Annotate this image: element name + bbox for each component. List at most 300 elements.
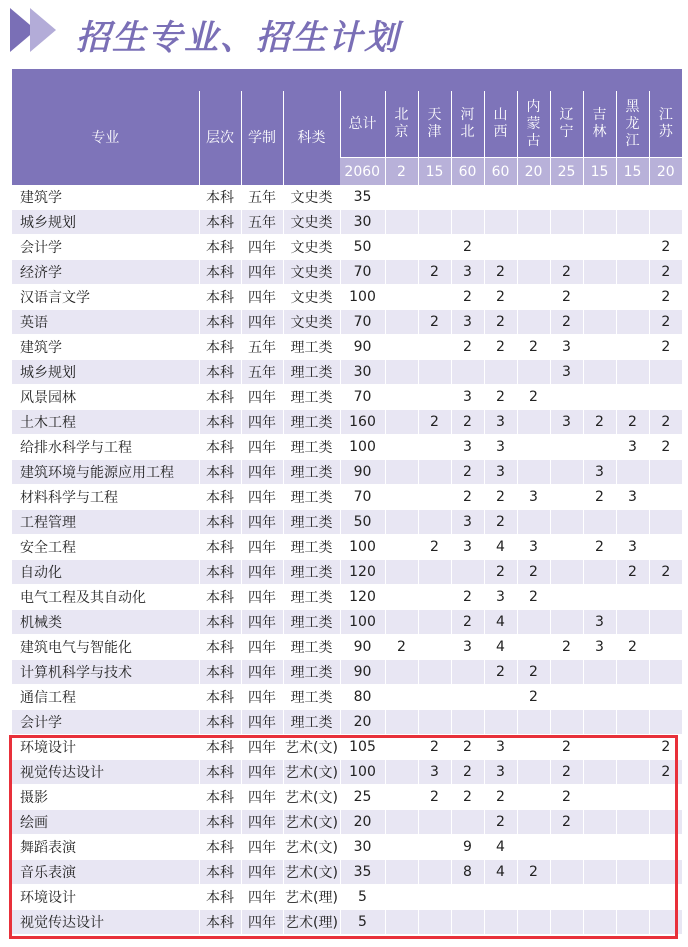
cell-province-quota: 2 <box>484 335 517 360</box>
cell-major: 材料科学与工程 <box>12 485 199 510</box>
cell-province-quota <box>484 885 517 910</box>
cell-major: 安全工程 <box>12 535 199 560</box>
cell-category: 文史类 <box>283 235 340 260</box>
cell-province-quota: 2 <box>484 310 517 335</box>
cell-province-quota: 8 <box>451 860 484 885</box>
cell-duration: 四年 <box>241 785 283 810</box>
cell-major: 绘画 <box>12 810 199 835</box>
cell-category: 理工类 <box>283 485 340 510</box>
cell-duration: 四年 <box>241 510 283 535</box>
cell-level: 本科 <box>199 485 241 510</box>
cell-province-quota <box>451 810 484 835</box>
cell-major: 视觉传达设计 <box>12 910 199 935</box>
cell-province-quota <box>385 485 418 510</box>
table-row <box>12 235 682 260</box>
cell-province-quota <box>550 885 583 910</box>
col-province <box>484 91 517 158</box>
cell-province-quota <box>517 360 550 385</box>
cell-province-quota <box>484 710 517 735</box>
cell-province-quota <box>418 385 451 410</box>
cell-total: 70 <box>340 385 385 410</box>
cell-province-quota <box>550 385 583 410</box>
province-total: 25 <box>550 158 583 186</box>
double-chevron-icon <box>10 8 72 52</box>
province-total: 15 <box>418 158 451 186</box>
cell-province-quota: 4 <box>484 635 517 660</box>
table-body <box>12 185 682 935</box>
cell-total: 30 <box>340 360 385 385</box>
cell-major: 经济学 <box>12 260 199 285</box>
col-total: 总计 <box>340 91 385 158</box>
col-province <box>649 91 682 158</box>
cell-major: 电气工程及其自动化 <box>12 585 199 610</box>
cell-province-quota <box>550 510 583 535</box>
cell-total: 35 <box>340 185 385 210</box>
cell-province-quota <box>517 835 550 860</box>
cell-province-quota <box>649 385 682 410</box>
cell-province-quota: 2 <box>616 410 649 435</box>
province-total: 15 <box>583 158 616 186</box>
cell-province-quota <box>451 685 484 710</box>
cell-category: 文史类 <box>283 310 340 335</box>
cell-province-quota <box>616 385 649 410</box>
cell-level: 本科 <box>199 710 241 735</box>
cell-province-quota <box>550 660 583 685</box>
cell-province-quota <box>649 885 682 910</box>
table-row <box>12 735 682 760</box>
cell-province-quota <box>649 660 682 685</box>
cell-total: 50 <box>340 510 385 535</box>
cell-province-quota <box>517 810 550 835</box>
cell-total: 50 <box>340 235 385 260</box>
cell-category: 文史类 <box>283 260 340 285</box>
cell-province-quota <box>517 260 550 285</box>
cell-province-quota <box>583 310 616 335</box>
cell-province-quota <box>550 485 583 510</box>
cell-level: 本科 <box>199 385 241 410</box>
cell-province-quota <box>550 435 583 460</box>
cell-province-quota <box>649 710 682 735</box>
cell-province-quota <box>517 610 550 635</box>
cell-category: 艺术(理) <box>283 910 340 935</box>
province-label: 山西 <box>493 107 508 140</box>
cell-province-quota <box>583 510 616 535</box>
cell-province-quota <box>616 860 649 885</box>
cell-province-quota: 3 <box>484 460 517 485</box>
cell-province-quota <box>418 910 451 935</box>
cell-level: 本科 <box>199 810 241 835</box>
cell-province-quota <box>484 910 517 935</box>
cell-province-quota: 2 <box>550 785 583 810</box>
cell-province-quota <box>583 760 616 785</box>
cell-province-quota <box>451 210 484 235</box>
cell-province-quota <box>418 185 451 210</box>
province-total: 20 <box>649 158 682 186</box>
cell-province-quota: 2 <box>451 285 484 310</box>
cell-duration: 四年 <box>241 460 283 485</box>
province-total: 2 <box>385 158 418 186</box>
cell-duration: 四年 <box>241 685 283 710</box>
cell-province-quota: 2 <box>616 560 649 585</box>
cell-major: 计算机科学与技术 <box>12 660 199 685</box>
enrollment-plan-table <box>12 69 682 935</box>
cell-province-quota <box>418 335 451 360</box>
cell-province-quota <box>385 735 418 760</box>
cell-province-quota: 2 <box>649 235 682 260</box>
cell-category: 艺术(理) <box>283 885 340 910</box>
cell-province-quota <box>517 185 550 210</box>
cell-province-quota <box>517 735 550 760</box>
cell-province-quota <box>616 785 649 810</box>
cell-duration: 四年 <box>241 885 283 910</box>
cell-province-quota <box>616 260 649 285</box>
cell-province-quota: 2 <box>649 285 682 310</box>
cell-duration: 四年 <box>241 385 283 410</box>
cell-province-quota: 2 <box>451 735 484 760</box>
cell-province-quota <box>616 885 649 910</box>
cell-province-quota <box>418 810 451 835</box>
cell-province-quota: 2 <box>649 310 682 335</box>
table-row <box>12 585 682 610</box>
cell-level: 本科 <box>199 260 241 285</box>
cell-province-quota: 3 <box>451 310 484 335</box>
cell-province-quota <box>583 685 616 710</box>
cell-province-quota <box>583 735 616 760</box>
cell-province-quota: 2 <box>451 335 484 360</box>
cell-province-quota <box>550 610 583 635</box>
cell-category: 理工类 <box>283 385 340 410</box>
cell-major: 英语 <box>12 310 199 335</box>
cell-total: 30 <box>340 835 385 860</box>
table-row <box>12 385 682 410</box>
cell-province-quota: 2 <box>517 685 550 710</box>
cell-province-quota <box>583 335 616 360</box>
cell-duration: 四年 <box>241 485 283 510</box>
cell-province-quota: 2 <box>517 860 550 885</box>
cell-province-quota <box>583 585 616 610</box>
cell-province-quota: 3 <box>517 535 550 560</box>
cell-total: 160 <box>340 410 385 435</box>
col-category: 科类 <box>283 91 340 185</box>
cell-province-quota <box>583 910 616 935</box>
cell-category: 理工类 <box>283 435 340 460</box>
cell-province-quota <box>616 810 649 835</box>
cell-major: 通信工程 <box>12 685 199 710</box>
cell-province-quota: 2 <box>484 560 517 585</box>
cell-total: 70 <box>340 310 385 335</box>
page-title: 招生专业、招生计划 <box>76 18 400 58</box>
col-duration: 学制 <box>241 91 283 185</box>
cell-province-quota <box>517 760 550 785</box>
cell-province-quota: 2 <box>550 310 583 335</box>
cell-province-quota: 2 <box>484 385 517 410</box>
cell-province-quota <box>385 185 418 210</box>
cell-duration: 四年 <box>241 735 283 760</box>
cell-province-quota: 2 <box>418 535 451 560</box>
cell-province-quota: 2 <box>484 510 517 535</box>
cell-province-quota: 2 <box>517 660 550 685</box>
cell-province-quota <box>418 610 451 635</box>
cell-province-quota <box>385 310 418 335</box>
cell-province-quota: 2 <box>649 260 682 285</box>
cell-province-quota <box>649 910 682 935</box>
cell-province-quota <box>385 360 418 385</box>
cell-category: 理工类 <box>283 360 340 385</box>
cell-duration: 四年 <box>241 760 283 785</box>
cell-province-quota: 2 <box>550 635 583 660</box>
cell-category: 理工类 <box>283 585 340 610</box>
cell-province-quota <box>583 185 616 210</box>
cell-province-quota: 2 <box>550 260 583 285</box>
province-label: 天津 <box>427 107 442 140</box>
cell-province-quota <box>583 210 616 235</box>
cell-province-quota <box>418 685 451 710</box>
cell-province-quota <box>517 235 550 260</box>
cell-duration: 四年 <box>241 310 283 335</box>
cell-province-quota: 2 <box>517 585 550 610</box>
cell-level: 本科 <box>199 510 241 535</box>
cell-province-quota <box>550 185 583 210</box>
header-top-bar <box>12 69 682 91</box>
cell-duration: 四年 <box>241 435 283 460</box>
col-province <box>385 91 418 158</box>
cell-province-quota <box>385 410 418 435</box>
cell-major: 建筑电气与智能化 <box>12 635 199 660</box>
cell-province-quota <box>385 785 418 810</box>
cell-total: 100 <box>340 435 385 460</box>
cell-level: 本科 <box>199 685 241 710</box>
cell-province-quota <box>385 610 418 635</box>
cell-province-quota <box>649 685 682 710</box>
cell-province-quota <box>385 210 418 235</box>
cell-province-quota <box>616 185 649 210</box>
cell-province-quota: 3 <box>451 535 484 560</box>
cell-province-quota: 3 <box>484 435 517 460</box>
cell-province-quota <box>649 185 682 210</box>
cell-province-quota: 2 <box>418 410 451 435</box>
cell-province-quota <box>517 510 550 535</box>
cell-category: 理工类 <box>283 685 340 710</box>
table-row <box>12 635 682 660</box>
cell-province-quota <box>649 585 682 610</box>
cell-major: 风景园林 <box>12 385 199 410</box>
cell-duration: 四年 <box>241 635 283 660</box>
cell-level: 本科 <box>199 860 241 885</box>
table-row <box>12 285 682 310</box>
cell-major: 建筑学 <box>12 185 199 210</box>
cell-total: 70 <box>340 260 385 285</box>
col-province <box>616 91 649 158</box>
province-label: 江苏 <box>658 107 673 140</box>
cell-province-quota: 2 <box>550 285 583 310</box>
table-row <box>12 410 682 435</box>
cell-province-quota <box>418 710 451 735</box>
cell-duration: 五年 <box>241 185 283 210</box>
cell-level: 本科 <box>199 185 241 210</box>
province-label: 河北 <box>460 107 475 140</box>
cell-province-quota <box>649 860 682 885</box>
cell-duration: 四年 <box>241 260 283 285</box>
cell-province-quota <box>484 685 517 710</box>
cell-province-quota: 2 <box>451 785 484 810</box>
table-row <box>12 535 682 560</box>
cell-province-quota <box>550 835 583 860</box>
cell-duration: 四年 <box>241 560 283 585</box>
cell-province-quota <box>616 710 649 735</box>
cell-duration: 四年 <box>241 835 283 860</box>
cell-province-quota: 2 <box>484 810 517 835</box>
cell-duration: 五年 <box>241 335 283 360</box>
cell-province-quota <box>649 635 682 660</box>
cell-province-quota <box>517 460 550 485</box>
cell-duration: 四年 <box>241 910 283 935</box>
cell-province-quota <box>418 360 451 385</box>
cell-province-quota: 2 <box>484 785 517 810</box>
cell-province-quota <box>583 660 616 685</box>
cell-province-quota <box>550 210 583 235</box>
cell-level: 本科 <box>199 910 241 935</box>
cell-province-quota: 3 <box>616 435 649 460</box>
cell-province-quota <box>583 785 616 810</box>
cell-province-quota: 2 <box>484 260 517 285</box>
cell-province-quota <box>385 685 418 710</box>
cell-province-quota: 3 <box>583 460 616 485</box>
cell-province-quota <box>451 360 484 385</box>
cell-province-quota <box>649 510 682 535</box>
cell-province-quota <box>616 460 649 485</box>
cell-province-quota <box>418 235 451 260</box>
table-row <box>12 910 682 935</box>
cell-major: 土木工程 <box>12 410 199 435</box>
cell-province-quota <box>616 210 649 235</box>
cell-province-quota <box>583 860 616 885</box>
province-label: 内蒙古 <box>526 98 541 149</box>
cell-total: 90 <box>340 635 385 660</box>
cell-province-quota <box>385 885 418 910</box>
cell-level: 本科 <box>199 585 241 610</box>
cell-province-quota <box>517 785 550 810</box>
cell-province-quota <box>418 885 451 910</box>
cell-total: 20 <box>340 710 385 735</box>
cell-province-quota <box>517 210 550 235</box>
cell-province-quota <box>583 560 616 585</box>
cell-province-quota <box>583 360 616 385</box>
cell-province-quota: 2 <box>550 735 583 760</box>
cell-total: 90 <box>340 335 385 360</box>
cell-major: 视觉传达设计 <box>12 760 199 785</box>
cell-province-quota <box>616 285 649 310</box>
cell-category: 艺术(文) <box>283 785 340 810</box>
cell-category: 艺术(文) <box>283 860 340 885</box>
cell-province-quota: 2 <box>484 285 517 310</box>
cell-province-quota: 2 <box>583 485 616 510</box>
cell-level: 本科 <box>199 435 241 460</box>
cell-province-quota: 3 <box>517 485 550 510</box>
cell-province-quota <box>517 435 550 460</box>
cell-province-quota <box>550 710 583 735</box>
cell-province-quota <box>484 210 517 235</box>
cell-province-quota: 2 <box>418 260 451 285</box>
cell-province-quota <box>583 385 616 410</box>
table-row <box>12 610 682 635</box>
province-label: 黑龙江 <box>625 98 640 149</box>
cell-total: 5 <box>340 910 385 935</box>
cell-category: 艺术(文) <box>283 760 340 785</box>
cell-province-quota: 4 <box>484 860 517 885</box>
cell-province-quota: 3 <box>451 635 484 660</box>
table-row <box>12 460 682 485</box>
cell-duration: 四年 <box>241 585 283 610</box>
cell-category: 理工类 <box>283 460 340 485</box>
cell-province-quota: 3 <box>418 760 451 785</box>
cell-province-quota <box>616 735 649 760</box>
cell-level: 本科 <box>199 885 241 910</box>
cell-total: 25 <box>340 785 385 810</box>
cell-total: 30 <box>340 210 385 235</box>
cell-province-quota <box>451 710 484 735</box>
cell-province-quota <box>583 435 616 460</box>
table-row <box>12 210 682 235</box>
cell-duration: 四年 <box>241 660 283 685</box>
cell-province-quota <box>583 285 616 310</box>
cell-province-quota <box>418 835 451 860</box>
cell-major: 城乡规划 <box>12 210 199 235</box>
cell-province-quota <box>583 260 616 285</box>
cell-level: 本科 <box>199 310 241 335</box>
cell-total: 100 <box>340 285 385 310</box>
cell-province-quota: 3 <box>550 360 583 385</box>
cell-category: 艺术(文) <box>283 735 340 760</box>
cell-province-quota <box>583 885 616 910</box>
table-row <box>12 860 682 885</box>
cell-province-quota: 3 <box>583 635 616 660</box>
cell-province-quota <box>649 785 682 810</box>
cell-province-quota: 2 <box>583 410 616 435</box>
table-row <box>12 260 682 285</box>
cell-province-quota <box>616 310 649 335</box>
cell-province-quota: 3 <box>451 385 484 410</box>
cell-province-quota: 2 <box>616 635 649 660</box>
cell-province-quota <box>649 835 682 860</box>
cell-province-quota: 2 <box>451 585 484 610</box>
cell-major: 汉语言文学 <box>12 285 199 310</box>
cell-province-quota <box>385 435 418 460</box>
cell-province-quota: 3 <box>484 410 517 435</box>
cell-province-quota: 9 <box>451 835 484 860</box>
cell-province-quota: 2 <box>517 385 550 410</box>
cell-province-quota: 2 <box>484 485 517 510</box>
cell-province-quota <box>418 560 451 585</box>
cell-total: 5 <box>340 885 385 910</box>
cell-province-quota <box>616 760 649 785</box>
cell-level: 本科 <box>199 335 241 360</box>
cell-province-quota: 2 <box>517 335 550 360</box>
cell-province-quota <box>385 385 418 410</box>
cell-category: 理工类 <box>283 335 340 360</box>
cell-major: 工程管理 <box>12 510 199 535</box>
cell-province-quota: 2 <box>649 335 682 360</box>
cell-duration: 四年 <box>241 535 283 560</box>
cell-total: 90 <box>340 660 385 685</box>
cell-province-quota: 2 <box>451 460 484 485</box>
cell-total: 100 <box>340 610 385 635</box>
province-label: 北京 <box>394 107 409 140</box>
cell-level: 本科 <box>199 835 241 860</box>
table-row <box>12 760 682 785</box>
cell-province-quota: 2 <box>649 410 682 435</box>
cell-major: 环境设计 <box>12 735 199 760</box>
cell-province-quota <box>385 460 418 485</box>
